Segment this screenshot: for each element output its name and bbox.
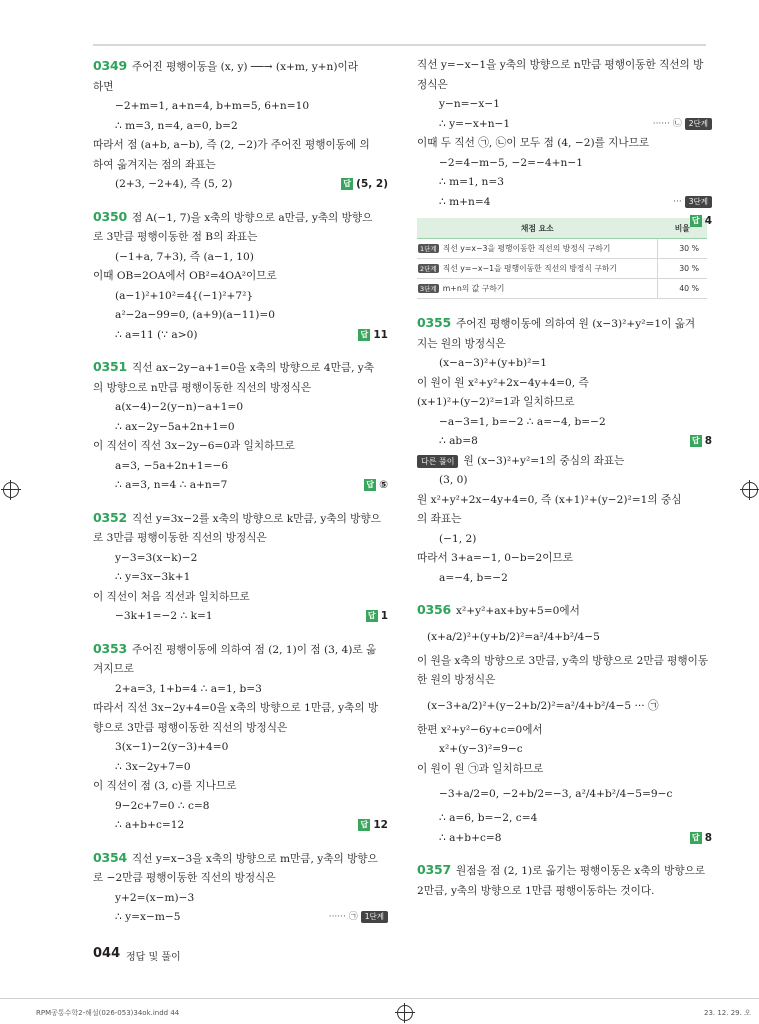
problem-heading [93,56,388,78]
marker-text: ······ ㉡ [652,118,682,129]
line-text: 의 방향으로 n만큼 평행이동한 직선의 방정식은 [93,381,312,394]
line-text: ∴ y=−x+n−1 [439,117,511,130]
line-text: 9−2c+7=0 ∴ c=8 [115,799,210,812]
scoring-item [417,259,658,279]
header-rule [93,44,706,46]
step-badge: 1단계 [420,245,437,253]
line-text: 한편 x²+y²−6y+c=0에서 [417,723,543,736]
problem-heading [93,508,388,530]
line-text: 이때 두 직선 ㉠, ㉡이 모두 점 (4, −2)를 지나므로 [417,137,650,149]
solution-line [417,760,712,780]
solution-line [417,549,712,569]
solution-line [417,569,712,589]
solution-line [417,393,712,413]
line-text: ∴ a+b+c=12 [115,819,185,831]
line-text: 향으로 3만큼 평행이동한 직선의 방정식은 [93,721,288,734]
solution-line [93,607,388,627]
answer-value: ⑤ [379,479,388,491]
problem-heading [417,313,712,335]
scoring-ratio: 30 % [658,259,708,279]
solution-line [417,721,712,741]
problem-number: 0353 [93,640,127,656]
line-text: ∴ a+b+c=8 [439,831,502,844]
scoring-item [417,239,658,259]
answer-icon: 답 [364,479,376,491]
line-text: 주어진 평행이동에 의하여 원 (x−3)²+y²=1이 옮겨 [456,318,696,330]
line-text: 정식은 [417,78,448,91]
solution-line [93,248,388,268]
solution-line [93,156,388,176]
line-text: 하여 옮겨지는 점의 좌표는 [93,158,216,171]
step-badge: 3단계 [685,196,712,208]
solution-line [93,418,388,438]
scoring-table [417,218,707,299]
section-gap [93,496,388,508]
scoring-header-item: 채점 요소 [417,218,658,239]
line-text: a=3, −5a+2n+1=−6 [115,459,229,472]
line-text: ∴ m=1, n=3 [439,176,504,188]
answer-icon: 답 [358,329,370,341]
solution-line [93,660,388,680]
answer-icon: 답 [358,819,370,831]
solution-line [417,510,712,530]
line-text: 원점을 점 (2, 1)로 옮기는 평행이동은 x축의 방향으로 [456,865,706,877]
line-text: ∴ ax−2y−5a+2n+1=0 [115,420,235,433]
step-marker [653,115,712,135]
scoring-row [417,239,707,259]
line-text: (x+1)²+(y−2)²=1과 일치하므로 [417,396,575,408]
answer [358,816,388,836]
answer [366,607,388,627]
problem-heading [417,600,712,622]
line-text: 로 3만큼 평행이동한 직선의 방정식은 [93,532,267,544]
scoring-item-text: m+n의 값 구하기 [442,284,505,293]
line-text: (3, 0) [439,474,468,486]
solution-line [93,78,388,98]
registration-mark-bottom [397,1005,413,1021]
line-text: −2+m=1, a+n=4, b+m=5, 6+n=10 [115,100,310,112]
problem-heading [417,860,712,882]
line-text: 이 직선이 점 (3, c)를 지나므로 [93,780,237,792]
answer-value: 4 [704,215,712,227]
solution-line [417,779,712,809]
solution-line [417,354,712,374]
line-text: a=−4, b=−2 [439,571,508,584]
step-badge: 2단계 [420,265,437,273]
line-text: x²+(y−3)²=9−c [439,743,523,755]
line-text: (a−1)²+10²=4{(−1)²+7²} [115,289,254,302]
section-gap [417,588,712,600]
line-text: (−1, 2) [439,532,477,545]
line-text: −3k+1=−2 ∴ k=1 [115,610,213,622]
solution-line [417,56,712,76]
line-text: 3(x−1)−2(y−3)+4=0 [115,741,229,753]
line-text: y−n=−x−1 [439,98,501,110]
solution-line [93,267,388,287]
solution-line [93,889,388,909]
solution-line [93,379,388,399]
section-gap [93,836,388,848]
line-text: 겨지므로 [93,663,134,675]
solution-line [417,134,712,154]
line-text: 원 (x−3)²+y²=1의 중심의 좌표는 [463,454,625,467]
solution-line [93,175,388,195]
step-badge: 2단계 [685,118,712,130]
line-text: 의 좌표는 [417,513,462,525]
line-text: 한 원의 방정식은 [417,674,496,686]
solution-line [93,816,388,836]
registration-mark-right [742,482,758,498]
line-text: ∴ 3x−2y+7=0 [115,760,191,773]
solution-line [417,740,712,760]
solution-line [417,76,712,96]
problem-number: 0350 [93,208,127,224]
solution-line [93,758,388,778]
solution-line [417,335,712,355]
line-text: 직선 y=x−3을 x축의 방향으로 m만큼, y축의 방향으 [132,852,378,865]
solution-line [93,549,388,569]
section-gap [93,345,388,357]
line-text: 주어진 평행이동에 의하여 점 (2, 1)이 점 (3, 4)로 옮 [132,643,377,656]
right-column [417,56,712,901]
solution-line [417,173,712,193]
line-text: ∴ ab=8 [439,435,478,447]
problem-heading [93,848,388,870]
line-text: 이 직선이 직선 3x−2y−6=0과 일치하므로 [93,440,295,452]
line-text: x²+y²+ax+by+5=0에서 [456,605,580,617]
solution-line [417,413,712,433]
section-gap [93,195,388,207]
answer [690,212,712,232]
solution-line [93,326,388,346]
problem-heading [93,639,388,661]
line-text: 로 −2만큼 평행이동한 직선의 방정식은 [93,872,276,884]
line-text: 이때 OB=2OA에서 OB²=4OA²이므로 [93,270,277,282]
line-text: 따라서 점 (a+b, a−b), 즉 (2, −2)가 주어진 평행이동에 의 [93,139,370,151]
scoring-header-ratio: 비율 [658,218,708,239]
line-text: 이 직선이 처음 직선과 일치하므로 [93,590,250,603]
line-text: (−1+a, 7+3), 즉 (a−1, 10) [115,250,254,263]
line-text: (x−a−3)²+(y+b)²=1 [439,357,547,369]
line-text: (x+a/2)²+(y+b/2)²=a²/4+b²/4−5 [427,630,600,643]
line-text: ∴ a=11 (∵ a>0) [115,328,198,341]
answer-value: 8 [704,435,712,447]
solution-line [93,869,388,889]
line-text: −2=4−m−5, −2=−4+n−1 [439,156,583,169]
solution-line [417,471,712,491]
marker-text: ··· [673,196,682,207]
solution-line [93,680,388,700]
step-badge: 1단계 [361,911,388,923]
line-text: −3+a/2=0, −2+b/2=−3, a²/4+b²/4−5=9−c [439,788,673,800]
answer-icon: 답 [341,178,353,190]
line-text: a(x−4)−2(y−n)−a+1=0 [115,401,244,413]
solution-line [93,457,388,477]
solution-line [417,691,712,721]
answer-value: 1 [380,610,388,622]
scoring-item [417,279,658,299]
line-text: 이 원이 원 ㉠과 일치하므로 [417,762,544,775]
scoring-item-text: 직선 y=−x−1을 평행이동한 직선의 방정식 구하기 [442,264,617,273]
solution-line [93,719,388,739]
answer-value: 11 [373,328,388,341]
solution-line [93,97,388,117]
line-text: (x−3+a/2)²+(y−2+b/2)²=a²/4+b²/4−5 ··· ㉠ [427,699,659,712]
solution-line [417,154,712,174]
solution-line [93,568,388,588]
line-text: 2만큼, y축의 방향으로 1만큼 평행이동하는 것이다. [417,884,655,897]
section-gap [417,848,712,860]
line-text: ∴ y=x−m−5 [115,911,181,923]
line-text: 주어진 평행이동을 (x, y) ──→ (x+m, y+n)이라 [132,61,358,73]
problem-heading [93,357,388,379]
line-text: 직선 ax−2y−a+1=0을 x축의 방향으로 4만큼, y축 [132,362,375,374]
solution-line [93,228,388,248]
solution-line [417,452,712,472]
scoring-item-text: 직선 y=x−3을 평행이동한 직선의 방정식 구하기 [442,244,611,253]
solution-line [93,136,388,156]
solution-line [417,115,712,135]
alternate-solution-badge: 다른 풀이 [417,455,458,468]
step-marker [673,193,712,213]
left-column [93,56,388,928]
line-text: 직선 y=3x−2를 x축의 방향으로 k만큼, y축의 방향으 [132,512,381,525]
problem-number: 0352 [93,509,127,525]
line-text: y−3=3(x−k)−2 [115,551,198,564]
problem-number: 0351 [93,359,127,374]
solution-line [417,432,712,452]
marker-text: ······ ㉠ [328,912,358,922]
file-name: RPM공통수학2-해설(026-053)34ok.indd 44 [36,1009,180,1017]
line-text: ∴ y=3x−3k+1 [115,571,191,583]
step-marker [329,908,388,928]
solution-line [93,738,388,758]
answer-icon: 답 [690,215,702,227]
solution-line [93,529,388,549]
solution-line [93,398,388,418]
solution-line [93,908,388,928]
page-number: 044 [93,946,121,961]
solution-line [93,117,388,137]
answer-icon: 답 [366,610,378,622]
solution-line [417,652,712,672]
line-text: 로 3만큼 평행이동한 점 B의 좌표는 [93,231,258,243]
solution-line [417,809,712,829]
solution-line [93,306,388,326]
line-text: −a−3=1, b=−2 ∴ a=−4, b=−2 [439,415,606,428]
problem-number: 0349 [93,58,127,73]
scoring-ratio: 30 % [658,239,708,259]
answer [341,175,388,195]
answer [358,326,388,346]
solution-line [417,882,712,902]
line-text: 원 x²+y²+2x−4y+4=0, 즉 (x+1)²+(y−2)²=1의 중심 [417,493,682,506]
line-text: 이 원을 x축의 방향으로 3만큼, y축의 방향으로 2만큼 평행이동 [417,654,709,667]
scoring-row [417,259,707,279]
scoring-row [417,279,707,299]
registration-mark-left [3,482,19,498]
solution-line [93,699,388,719]
section-gap [93,627,388,639]
solution-line [93,476,388,496]
answer-value: 8 [704,831,712,844]
answer-value: (5, 2) [356,178,388,190]
solution-line [93,287,388,307]
solution-line [417,95,712,115]
answer [690,829,712,849]
answer-value: 12 [373,819,388,831]
problem-number: 0357 [417,862,451,877]
solution-line [93,437,388,457]
line-text: 이 원이 원 x²+y²+2x−4y+4=0, 즉 [417,376,589,389]
problem-heading [93,207,388,229]
step-badge: 3단계 [420,285,437,293]
line-text: y+2=(x−m)−3 [115,891,195,904]
answer [364,476,388,496]
line-text: ∴ m+n=4 [439,195,491,208]
problem-number: 0356 [417,602,451,617]
line-text: 따라서 3+a=−1, 0−b=2이므로 [417,552,573,564]
answer [690,432,712,452]
line-text: ∴ a=3, n=4 ∴ a+n=7 [115,479,228,491]
solution-line [417,829,712,849]
print-bar [0,998,759,999]
solution-line [93,588,388,608]
line-text: 2+a=3, 1+b=4 ∴ a=1, b=3 [115,682,262,695]
solution-line [417,530,712,550]
print-date: 23. 12. 29. 오 [704,1009,751,1017]
line-text: ∴ m=3, n=4, a=0, b=2 [115,119,238,132]
scoring-ratio: 40 % [658,279,708,299]
solution-line [417,374,712,394]
solution-line [93,777,388,797]
answer-icon: 답 [690,832,702,844]
line-text: 지는 원의 방정식은 [417,337,506,350]
answer-icon: 답 [690,435,702,447]
solution-line [417,622,712,652]
line-text: 따라서 직선 3x−2y+4=0을 x축의 방향으로 1만큼, y축의 방 [93,702,379,714]
solution-line [93,797,388,817]
problem-number: 0354 [93,849,127,865]
line-text: 하면 [93,80,114,93]
page-label: 정답 및 풀이 [126,952,181,963]
line-text: 직선 y=−x−1을 y축의 방향으로 n만큼 평행이동한 직선의 방 [417,59,704,71]
problem-number: 0355 [417,315,451,330]
solution-line [417,193,712,213]
line-text: (2+3, −2+4), 즉 (5, 2) [115,178,233,190]
line-text: 점 A(−1, 7)을 x축의 방향으로 a만큼, y축의 방향으 [132,211,373,224]
solution-line [417,491,712,511]
line-text: a²−2a−99=0, (a+9)(a−11)=0 [115,309,275,321]
line-text: ∴ a=6, b=−2, c=4 [439,812,538,824]
solution-line [417,671,712,691]
